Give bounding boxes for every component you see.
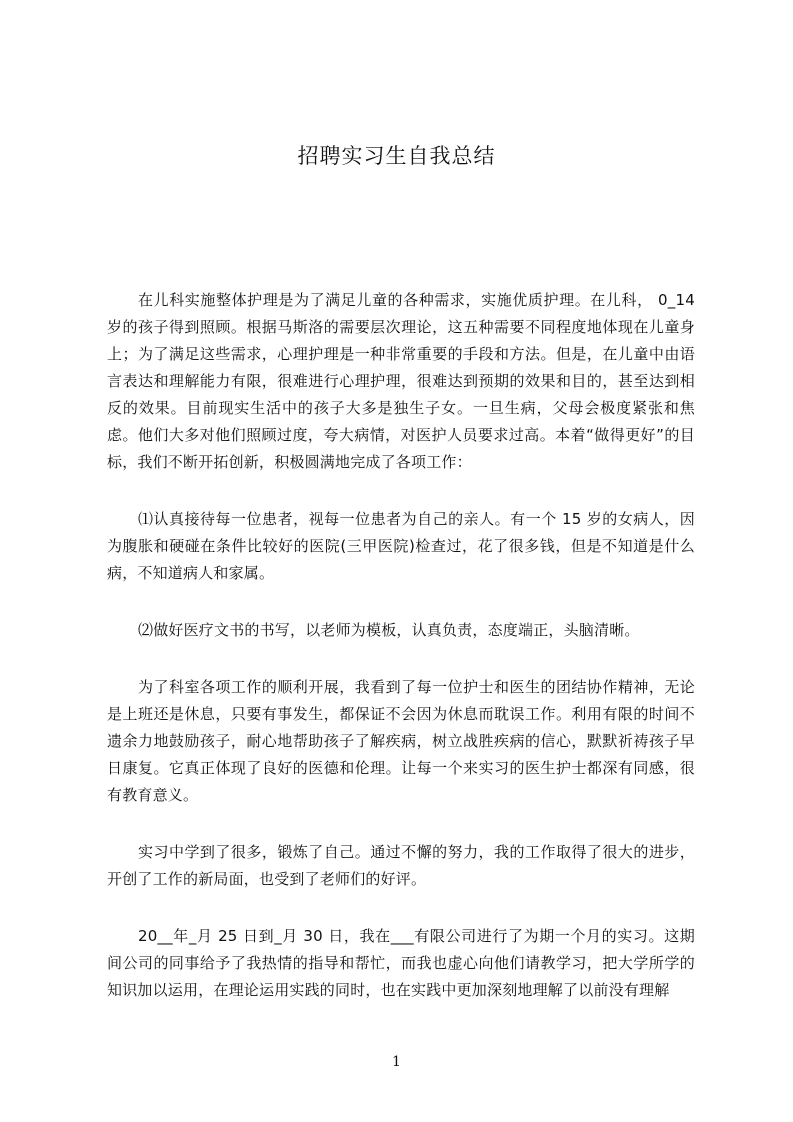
document-title: 招聘实习生自我总结 [297, 144, 496, 168]
page-number: 1 [392, 1054, 401, 1070]
paragraph-item-2: ⑵做好医疗文书的书写，以老师为模板，认真负责，态度端正，头脑清晰。 [138, 621, 640, 639]
paragraph-item-1: ⑴认真接待每一位患者，视每一位患者为自己的亲人。有一个 15 岁的女病人，因为腹胀和硬碰在条件比较好的医院(三甲医院)检查过，花了很多钱，但是不知道是什么病，不知道病人和家属。 [107, 510, 695, 582]
document-body [107, 287, 695, 1034]
paragraph-teamwork: 为了科室各项工作的顺利开展，我看到了每一位护士和医生的团结协作精神，无论是上班还是休息，只要有事发生，都保证不会因为休息而耽误工作。利用有限的时间不遗余力地鼓励孩子，耐心地帮助孩子了解疾病，树立战胜疾病的信心，默默祈祷孩子早日康复。它真正体现了良好的医德和伦理。让每一个来实习的医生护士都深有同感，很有教育意义。 [107, 678, 695, 804]
paragraph-intro: 在儿科实施整体护理是为了满足儿童的各种需求，实施优质护理。在儿科， 0_14岁的孩子得到照顾。根据马斯洛的需要层次理论，这五种需要不同程度地体现在儿童身上；为了满足这些需求，心理护理是一种非常重要的手段和方法。但是，在儿童中由语言表达和理解能力有限，很难进行心理护理，很难达到预期的效果和目的，甚至达到相反的效果。目前现实生活中的孩子大多是独生子女。一旦生病，父母会极度紧张和焦虑。他们大多对他们照顾过度，夸大病情，对医护人员要求过高。本着“做得更好”的目标，我们不断开拓创新，积极圆满地完成了各项工作： [107, 291, 695, 471]
paragraph-progress: 实习中学到了很多，锻炼了自己。通过不懈的努力，我的工作取得了很大的进步，开创了工作的新局面，也受到了老师们的好评。 [107, 843, 695, 888]
paragraph-internship: 20__年_月 25 日到_月 30 日，我在___有限公司进行了为期一个月的实习。这期间公司的同事给予了我热情的指导和帮忙，而我也虚心向他们请教学习，把大学所学的知识加以运用，在理论运用实践的同时，也在实践中更加深刻地理解了以前没有理解 [107, 927, 695, 999]
